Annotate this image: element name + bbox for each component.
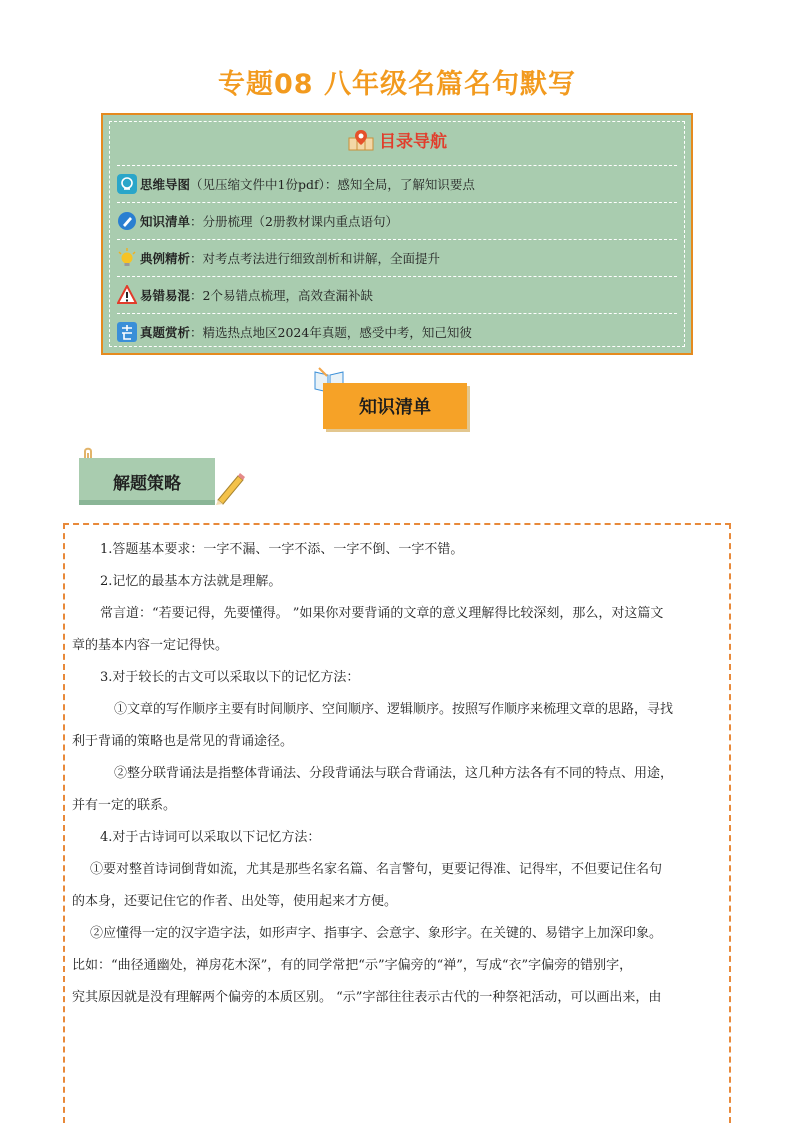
strategy-tag-text: 解题策略 [113,474,181,494]
toc-item-label: 思维导图 [140,177,191,192]
toc-item-knowledge-list[interactable] [117,202,677,239]
toc-item-label: 知识清单 [140,214,191,229]
toc-item-text: ：分册梳理（2册教材课内重点语句） [190,214,398,229]
toc-item-label: 真题赏析 [140,325,191,340]
paragraph: 4.对于古诗词可以采取以下记忆方法： [100,830,321,845]
map-pin-icon [347,128,375,157]
paragraph: 2.记忆的最基本方法就是理解。 [100,574,282,589]
toc-item-text: ：精选热点地区2024年真题，感受中考，知己知彼 [190,325,472,340]
toc-item-label: 易错易混 [140,288,191,303]
paragraph: 章的基本内容一定记得快。 [72,638,229,653]
strategy-content [72,534,718,1014]
toc-heading [103,127,691,157]
paragraph: 利于背诵的策略也是常见的背诵途径。 [72,734,294,749]
paragraph: ②应懂得一定的汉字造字法，如形声字、指事字、会意字、象形字。在关键的、易错字上加深印象。 [90,926,663,941]
toc-item-examples[interactable] [117,239,677,276]
paragraph: 常言道：“若要记得，先要懂得。 ”如果你对要背诵的文章的意义理解得比较深刻，那么，对这篇文 [100,606,664,621]
toc-item-text: ：对考点考法进行细致剖析和讲解，全面提升 [190,251,441,266]
kao-icon [117,322,137,342]
section-banner [323,383,467,429]
toc-item-common-errors[interactable] [117,276,677,313]
lightbulb-icon [117,248,137,268]
pencil-decoration-icon [212,470,248,510]
paragraph: 的本身，还要记住它的作者、出处等，使用起来才方便。 [72,894,398,909]
paragraph: 3.对于较长的古文可以采取以下的记忆方法： [100,670,360,685]
section-banner-text: 知识清单 [359,397,431,418]
paragraph: ①文章的写作顺序主要有时间顺序、空间顺序、逻辑顺序。按照写作顺序来梳理文章的思路，寻找 [114,702,674,717]
paragraph: 究其原因就是没有理解两个偏旁的本质区别。 “示”字部往往表示古代的一种祭祀活动，可以画出来，由 [72,990,662,1005]
toc-item-real-exams[interactable] [117,313,677,350]
warning-icon [117,285,137,305]
paragraph: ①要对整首诗词倒背如流，尤其是那些名家名篇、名言警句，更要记得准、记得牢，不但要记住名句 [90,862,663,877]
brain-icon [117,174,137,194]
toc-item-mindmap[interactable] [117,165,677,202]
toc-heading-text: 目录导航 [379,132,447,152]
strategy-tag [79,458,215,500]
paragraph: ②整分联背诵法是指整体背诵法、分段背诵法与联合背诵法，这几种方法各有不同的特点、用途， [114,766,674,781]
pencil-icon [117,211,137,231]
toc-item-text: ：2个易错点梳理，高效查漏补缺 [190,288,373,303]
toc-item-text: （见压缩文件中1份pdf）：感知全局，了解知识要点 [190,177,475,192]
toc-item-label: 典例精析 [140,251,191,266]
paragraph: 1.答题基本要求：一字不漏、一字不添、一字不倒、一字不错。 [100,542,464,557]
paragraph: 并有一定的联系。 [72,798,177,813]
page-title: 专题08 八年级名篇名句默写 [218,69,576,100]
toc-navigation-box [101,113,693,355]
paragraph: 比如：“曲径通幽处，禅房花木深”，有的同学常把“示”字偏旁的“禅”，写成“衣”字偏旁的错别字， [72,958,633,973]
